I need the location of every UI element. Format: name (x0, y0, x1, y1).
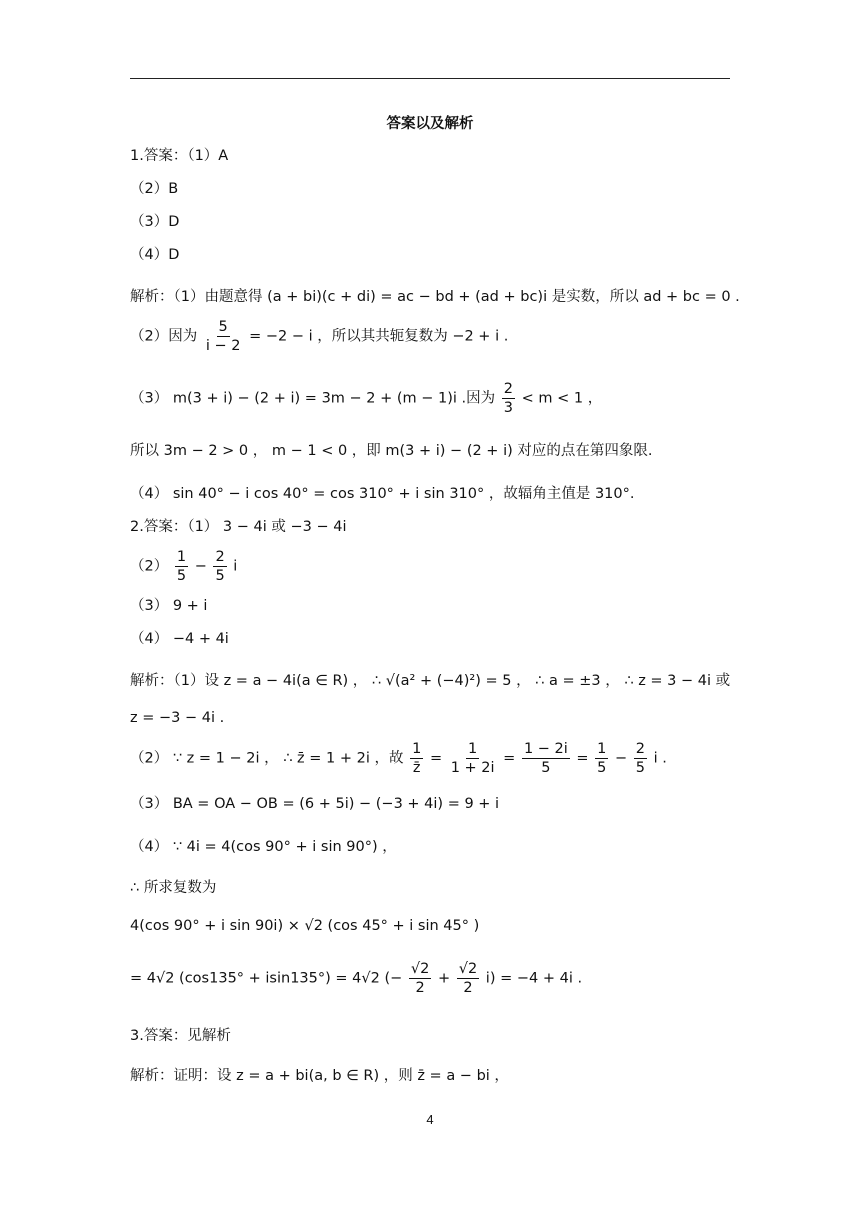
fraction: $\frac{1}{5}$ (176, 549, 187, 584)
solution-2-4-expr: 4(cos 90° + i sin 90i) × √2 (cos 45° + i sin 45° ) (130, 918, 480, 934)
answer-2: 2.答案：（1） 3 − 4i 或 −3 − 4i (130, 519, 347, 535)
solution-1-3-cont: 所以 3m − 2 > 0 ， m − 1 < 0 ，即 m(3 + i) − (2 + i) 对应的点在第四象限. (130, 443, 653, 459)
answer-2-4: （4） −4 + 4i (130, 631, 229, 647)
fraction: $\frac{1}{1 + 2i}$ (450, 741, 495, 776)
answer-2-3: （3） 9 + i (130, 598, 208, 614)
page-number: 4 (426, 1112, 434, 1127)
answer-1: 1.答案：（1）A (130, 148, 229, 164)
solution-1-1: 解析：（1）由题意得 (a + bi)(c + di) = ac − bd + (ad + bc)i 是实数，所以 ad + bc = 0 . (130, 289, 740, 305)
solution-2-4-cont: ∴ 所求复数为 (130, 880, 217, 896)
fraction: $\frac{√2}{2}$ (458, 961, 478, 996)
answer-1-2: （2）B (130, 181, 179, 197)
answer-1-4: （4）D (130, 247, 180, 263)
solution-1-2: （2）因为 $\frac{5}{i - 2}$ = −2 − i ，所以其共轭复数为 −2 + i . (130, 319, 509, 354)
solution-2-2: （2） ∵ z = 1 − 2i ， ∴ z̄ = 1 + 2i ，故 $\frac{1}{z̄}$ = $\frac{1}{1 + 2i}$ = $\frac{1 - 2i}{5}$ = $\frac{1}{5}$ − $\frac{2}{5}$ i . (130, 741, 667, 776)
answer-1-3: （3）D (130, 214, 180, 230)
fraction: $\frac{1}{z̄}$ (412, 741, 422, 776)
solution-2-1-cont: z = −3 − 4i . (130, 710, 225, 726)
page-title: 答案以及解析 (386, 116, 474, 132)
answer-3: 3.答案：见解析 (130, 1028, 231, 1044)
fraction: $\frac{5}{i - 2}$ (205, 319, 241, 354)
solution-2-3: （3） BA = OA − OB = (6 + 5i) − (−3 + 4i) = 9 + i (130, 796, 500, 812)
solution-2-4: （4） ∵ 4i = 4(cos 90° + i sin 90°) ， (130, 839, 397, 855)
fraction: $\frac{1}{5}$ (597, 741, 607, 776)
fraction: $\frac{2}{5}$ (215, 549, 225, 584)
solution-1-3: （3） m(3 + i) − (2 + i) = 3m − 2 + (m − 1)i .因为 $\frac{2}{3}$ < m < 1 ， (130, 381, 603, 416)
header-rule (130, 78, 730, 79)
solution-2-4-result: = 4√2 (cos135° + isin135°) = 4√2 (− $\frac{√2}{2}$ + $\frac{√2}{2}$ i) = −4 + 4i . (130, 961, 583, 996)
answer-2-2: （2） $\frac{1}{5}$ − $\frac{2}{5}$ i (130, 549, 238, 584)
solution-1-4: （4） sin 40° − i cos 40° = cos 310° + i sin 310° ，故辐角主值是 310°. (130, 486, 635, 502)
fraction: $\frac{2}{3}$ (503, 381, 513, 416)
fraction: $\frac{1 - 2i}{5}$ (523, 741, 568, 776)
solution-3: 解析：证明：设 z = a + bi(a, b ∈ R) ，则 z̄ = a − bi ， (130, 1068, 509, 1084)
solution-2-1: 解析：（1）设 z = a − 4i(a ∈ R) ， ∴ √(a² + (−4)²) = 5 ， ∴ a = ±3 ， ∴ z = 3 − 4i 或 (130, 673, 731, 689)
fraction: $\frac{2}{5}$ (635, 741, 646, 776)
fraction: $\frac{√2}{2}$ (410, 961, 430, 996)
